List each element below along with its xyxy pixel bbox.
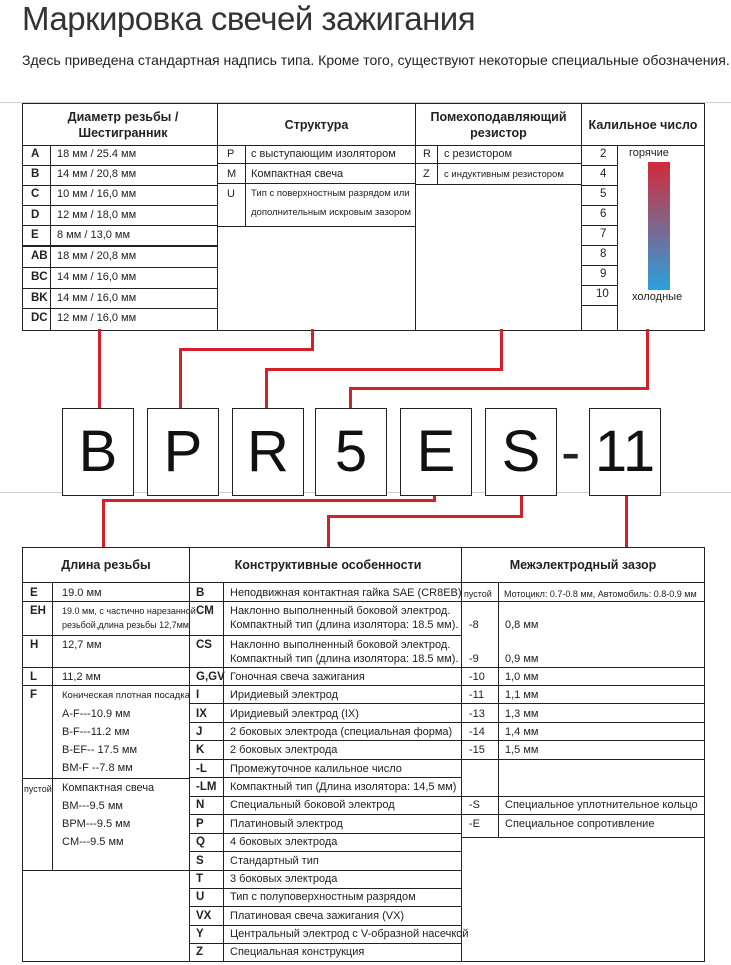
code-letter-length: E — [400, 408, 472, 496]
thread-value: 8 мм / 13,0 мм — [57, 229, 131, 241]
header-length: Длина резьбы — [61, 558, 151, 572]
gap-code: -13 — [469, 708, 485, 720]
header-structure: Структура — [284, 118, 349, 132]
heat-number: 6 — [600, 208, 607, 220]
length-code: пустой — [24, 784, 52, 794]
feature-code: -L — [196, 763, 207, 775]
gap-value: 1,5 мм — [505, 744, 539, 756]
resistor-value: с резистором — [444, 148, 513, 160]
code-letter-resistor: R — [232, 408, 304, 496]
intro-text: Здесь приведена стандартная надпись типа. Кроме того, существуют некоторые специальные обозначения. — [22, 52, 730, 68]
feature-code: Z — [196, 946, 204, 958]
gap-code: -11 — [469, 689, 485, 701]
feature-value: Платиновый электрод — [230, 818, 343, 830]
cold-label: холодные — [632, 291, 683, 303]
length-value: BM-F --7.8 мм — [62, 762, 133, 774]
structure-value: Тип с поверхностным разрядом или — [251, 188, 410, 199]
code-letter-feature: S — [485, 408, 557, 496]
thread-code: BC — [31, 271, 48, 283]
thread-code: A — [31, 148, 40, 160]
feature-value: Иридиевый электрод (IX) — [230, 708, 359, 720]
top-code-table — [22, 103, 705, 331]
structure-code: U — [227, 188, 235, 200]
feature-value: Гоночная свеча зажигания — [230, 671, 365, 683]
gap-value: 1,1 мм — [505, 689, 539, 701]
feature-code: -LM — [196, 781, 217, 793]
feature-value: Стандартный тип — [230, 855, 319, 867]
heat-number: 9 — [600, 268, 607, 280]
feature-code: N — [196, 799, 205, 811]
code-letter-thread: B — [62, 408, 134, 496]
length-code: F — [30, 689, 38, 701]
heat-number: 7 — [600, 228, 607, 240]
thread-code: BK — [31, 292, 48, 304]
feature-value: Наклонно выполненный боковой электрод. — [230, 639, 451, 651]
feature-code: I — [196, 689, 200, 701]
heat-number: 2 — [600, 148, 607, 160]
feature-value-line2: Компактный тип (длина изолятора: 18.5 мм). — [230, 653, 459, 665]
feature-code: U — [196, 891, 205, 903]
heat-number: 5 — [600, 188, 607, 200]
gap-code: -S — [469, 799, 480, 811]
length-value: 19.0 мм, с частично нарезанной — [62, 606, 196, 616]
length-value: 12,7 мм — [62, 639, 102, 651]
feature-value: Специальный боковой электрод — [230, 799, 395, 811]
feature-code: T — [196, 873, 204, 885]
length-value: 11,2 мм — [62, 671, 101, 683]
thread-code: DC — [31, 312, 48, 324]
feature-value-line2: Компактный тип (длина изолятора: 18.5 мм). — [230, 619, 459, 631]
feature-value: 2 боковых электрода — [230, 744, 338, 756]
thread-value: 18 мм / 25.4 мм — [57, 148, 137, 160]
length-value: 19.0 мм — [62, 587, 102, 599]
length-code: E — [30, 587, 38, 599]
feature-code: VX — [196, 910, 212, 922]
thread-value: 10 мм / 16,0 мм — [57, 188, 137, 200]
structure-value: Компактная свеча — [251, 168, 344, 180]
feature-value: Центральный электрод с V-образной насечкой — [230, 928, 469, 940]
page-title: Маркировка свечей зажигания — [22, 0, 476, 37]
feature-value: Тип с полуповерхностным разрядом — [230, 891, 416, 903]
feature-code: IX — [196, 708, 207, 720]
feature-value: 3 боковых электрода — [230, 873, 338, 885]
gap-value: 0,8 мм — [505, 619, 539, 631]
feature-value: Промежуточное калильное число — [230, 763, 402, 775]
gap-code: -10 — [469, 671, 485, 683]
feature-code: S — [196, 855, 204, 867]
length-value: Компактная свеча — [62, 782, 155, 794]
feature-code: CS — [196, 639, 212, 651]
length-value: B-F---11.2 мм — [62, 726, 130, 738]
gap-value: Мотоцикл: 0.7-0.8 мм, Автомобиль: 0.8-0.9 мм — [504, 589, 697, 599]
feature-value: Неподвижная контактная гайка SAE (CR8EB) — [230, 587, 462, 599]
length-value: CM---9.5 мм — [62, 836, 124, 848]
structure-value: с выступающим изолятором — [251, 148, 396, 160]
feature-value: 2 боковых электрода (специальная форма) — [230, 726, 453, 738]
thread-value: 12 мм / 18,0 мм — [57, 209, 137, 221]
length-value: Коническая плотная посадка — [62, 690, 190, 701]
gap-value: 0,9 мм — [505, 653, 539, 665]
feature-code: P — [196, 818, 204, 830]
thread-code: B — [31, 168, 40, 180]
structure-code: M — [227, 168, 237, 180]
header-thread: Диаметр резьбы / Шестигранник — [67, 110, 179, 140]
gap-value: 1,0 мм — [505, 671, 539, 683]
thread-value: 14 мм / 16,0 мм — [57, 271, 137, 283]
thread-code: E — [31, 229, 39, 241]
length-value: A-F---10.9 мм — [62, 708, 131, 720]
resistor-code: R — [423, 148, 431, 160]
length-value-line2: резьбой,длина резьбы 12,7мм — [62, 620, 189, 630]
thread-value: 14 мм / 16,0 мм — [57, 292, 137, 304]
thread-code: AB — [31, 250, 48, 262]
header-features: Конструктивные особенности — [234, 558, 422, 572]
feature-value: Компактный тип (Длина изолятора: 14,5 мм) — [230, 781, 457, 793]
hot-label: горячие — [629, 147, 669, 159]
length-value: B-EF-- 17.5 мм — [62, 744, 138, 756]
gap-value: Специальное сопротивление — [505, 818, 655, 830]
gap-code: -8 — [469, 619, 479, 631]
gap-code: -E — [469, 818, 480, 830]
structure-value-line2: дополнительным искровым зазором — [251, 207, 412, 218]
length-code: H — [30, 639, 39, 651]
code-letter-structure: P — [147, 408, 219, 496]
header-gap: Межэлектродный зазор — [509, 558, 657, 572]
heat-number: 4 — [600, 168, 607, 180]
code-letter-heat: 5 — [315, 408, 387, 496]
gap-code: -9 — [469, 653, 479, 665]
header-heat: Калильное число — [588, 118, 698, 132]
gap-value: 1,4 мм — [505, 726, 539, 738]
resistor-value: с индуктивным резистором — [444, 169, 564, 180]
feature-value: Специальная конструкция — [230, 946, 365, 958]
thread-code: C — [31, 188, 40, 200]
heat-gradient-bar — [648, 162, 670, 290]
thread-value: 12 мм / 16,0 мм — [57, 312, 137, 324]
code-dash: - — [561, 420, 581, 485]
code-letter-gap: 11 — [589, 408, 661, 496]
gap-code: -15 — [469, 744, 485, 756]
gap-value: Специальное уплотнительное кольцо — [505, 799, 698, 811]
heat-number: 8 — [600, 248, 607, 260]
gap-code: -14 — [469, 726, 485, 738]
length-value: BPM---9.5 мм — [62, 818, 131, 830]
feature-value: 4 боковых электрода — [230, 836, 338, 848]
length-value: BM---9.5 мм — [62, 800, 123, 812]
length-code: L — [30, 671, 38, 683]
resistor-code: Z — [423, 168, 430, 180]
feature-value: Наклонно выполненный боковой электрод. — [230, 605, 451, 617]
feature-code: K — [196, 744, 205, 756]
feature-code: Y — [196, 928, 204, 940]
heat-number: 10 — [596, 288, 609, 300]
length-code: EH — [30, 605, 46, 617]
feature-value: Платиновая свеча зажигания (VX) — [230, 910, 405, 922]
gap-value: 1,3 мм — [505, 708, 539, 720]
feature-value: Иридиевый электрод — [230, 689, 339, 701]
feature-code: B — [196, 587, 205, 599]
structure-code: P — [227, 148, 235, 160]
bottom-code-table — [22, 547, 705, 962]
header-resistor: Помехоподавляющий резистор — [430, 110, 567, 140]
thread-value: 14 мм / 20,8 мм — [57, 168, 137, 180]
gap-code: пустой — [464, 589, 492, 599]
feature-code: G,GV — [196, 671, 225, 683]
feature-code: Q — [196, 836, 205, 848]
feature-code: CM — [196, 605, 214, 617]
feature-code: J — [196, 726, 203, 738]
thread-code: D — [31, 209, 40, 221]
thread-value: 18 мм / 20,8 мм — [57, 250, 137, 262]
